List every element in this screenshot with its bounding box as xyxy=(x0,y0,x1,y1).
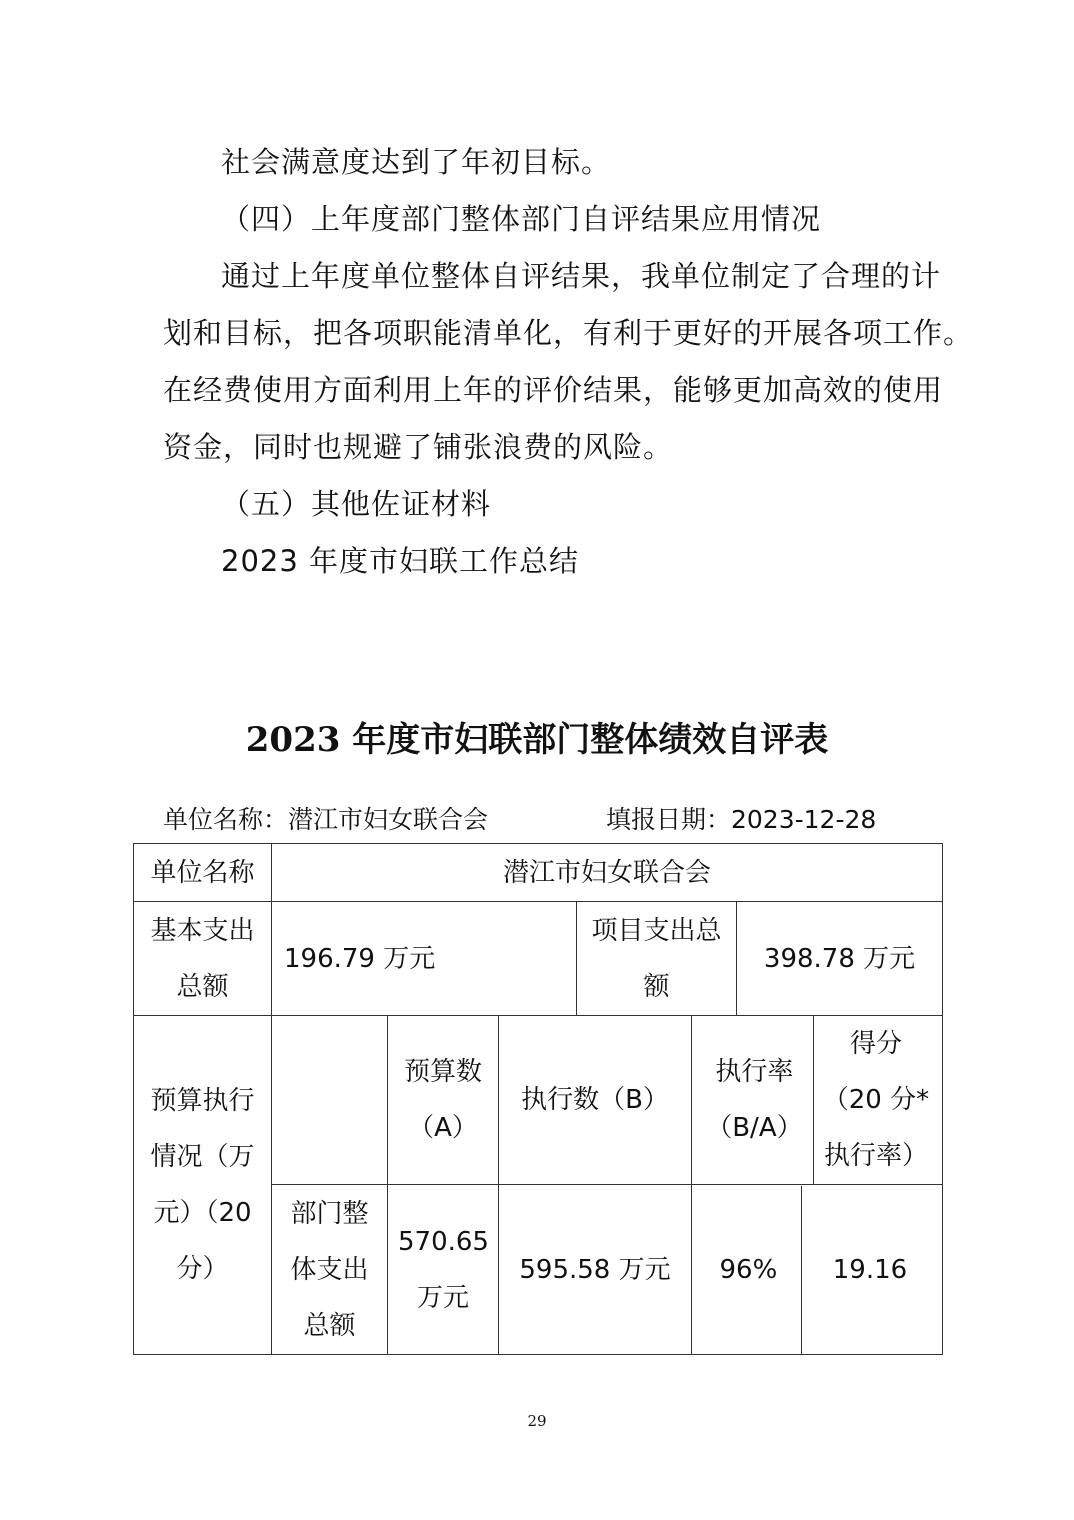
department-expense-label: 部门整体支出总额 xyxy=(272,1185,388,1355)
paragraph-line: 通过上年度单位整体自评结果，我单位制定了合理的计 xyxy=(221,259,942,293)
performance-table xyxy=(133,843,943,1355)
rate-value: 96% xyxy=(696,1186,801,1354)
paragraph-line: 社会满意度达到了年初目标。 xyxy=(221,145,612,179)
score-value: 19.16 xyxy=(832,1254,908,1285)
rate-column-header: 执行率（B/A） xyxy=(696,1016,813,1184)
project-expense-label: 项目支出总额 xyxy=(577,902,737,1016)
unit-name-value: 潜江市妇女联合会 xyxy=(272,844,943,902)
paragraph-line: 划和目标，把各项职能清单化，有利于更好的开展各项工作。 xyxy=(163,316,974,350)
page-number: 29 xyxy=(527,1412,547,1430)
score-column-header: 得分（20 分*执行率） xyxy=(822,1029,930,1171)
paragraph-line: 2023 年度市妇联工作总结 xyxy=(221,544,580,578)
budget-execution-label: 预算执行情况（万元）（20 分） xyxy=(134,1016,272,1355)
table-row xyxy=(134,902,943,1016)
actual-column-header: 执行数（B） xyxy=(499,1016,692,1185)
basic-expense-label: 基本支出总额 xyxy=(134,902,272,1016)
actual-value: 595.58 万元 xyxy=(499,1185,692,1355)
table-row xyxy=(134,1016,943,1185)
basic-expense-value: 196.79 万元 xyxy=(272,902,577,1016)
unit-name-meta: 单位名称：潜江市妇女联合会 xyxy=(163,805,489,834)
rate-score-header xyxy=(692,1016,943,1185)
section-heading-5: （五）其他佐证材料 xyxy=(221,487,492,521)
paragraph-line: 在经费使用方面利用上年的评价结果，能够更加高效的使用 xyxy=(163,373,944,407)
rate-score-values xyxy=(692,1185,943,1355)
table-row xyxy=(134,844,943,902)
unit-name-label: 单位名称 xyxy=(134,844,272,902)
table-title: 2023 年度市妇联部门整体绩效自评表 xyxy=(245,720,829,760)
project-expense-value: 398.78 万元 xyxy=(737,902,943,1016)
report-date-meta: 填报日期：2023-12-28 xyxy=(606,805,877,834)
section-heading-4: （四）上年度部门整体部门自评结果应用情况 xyxy=(221,202,822,236)
empty-header-cell xyxy=(272,1016,388,1185)
paragraph-line: 资金，同时也规避了铺张浪费的风险。 xyxy=(163,430,674,464)
budget-column-header: 预算数（A） xyxy=(388,1016,499,1185)
budget-value: 570.65 万元 xyxy=(388,1185,499,1355)
